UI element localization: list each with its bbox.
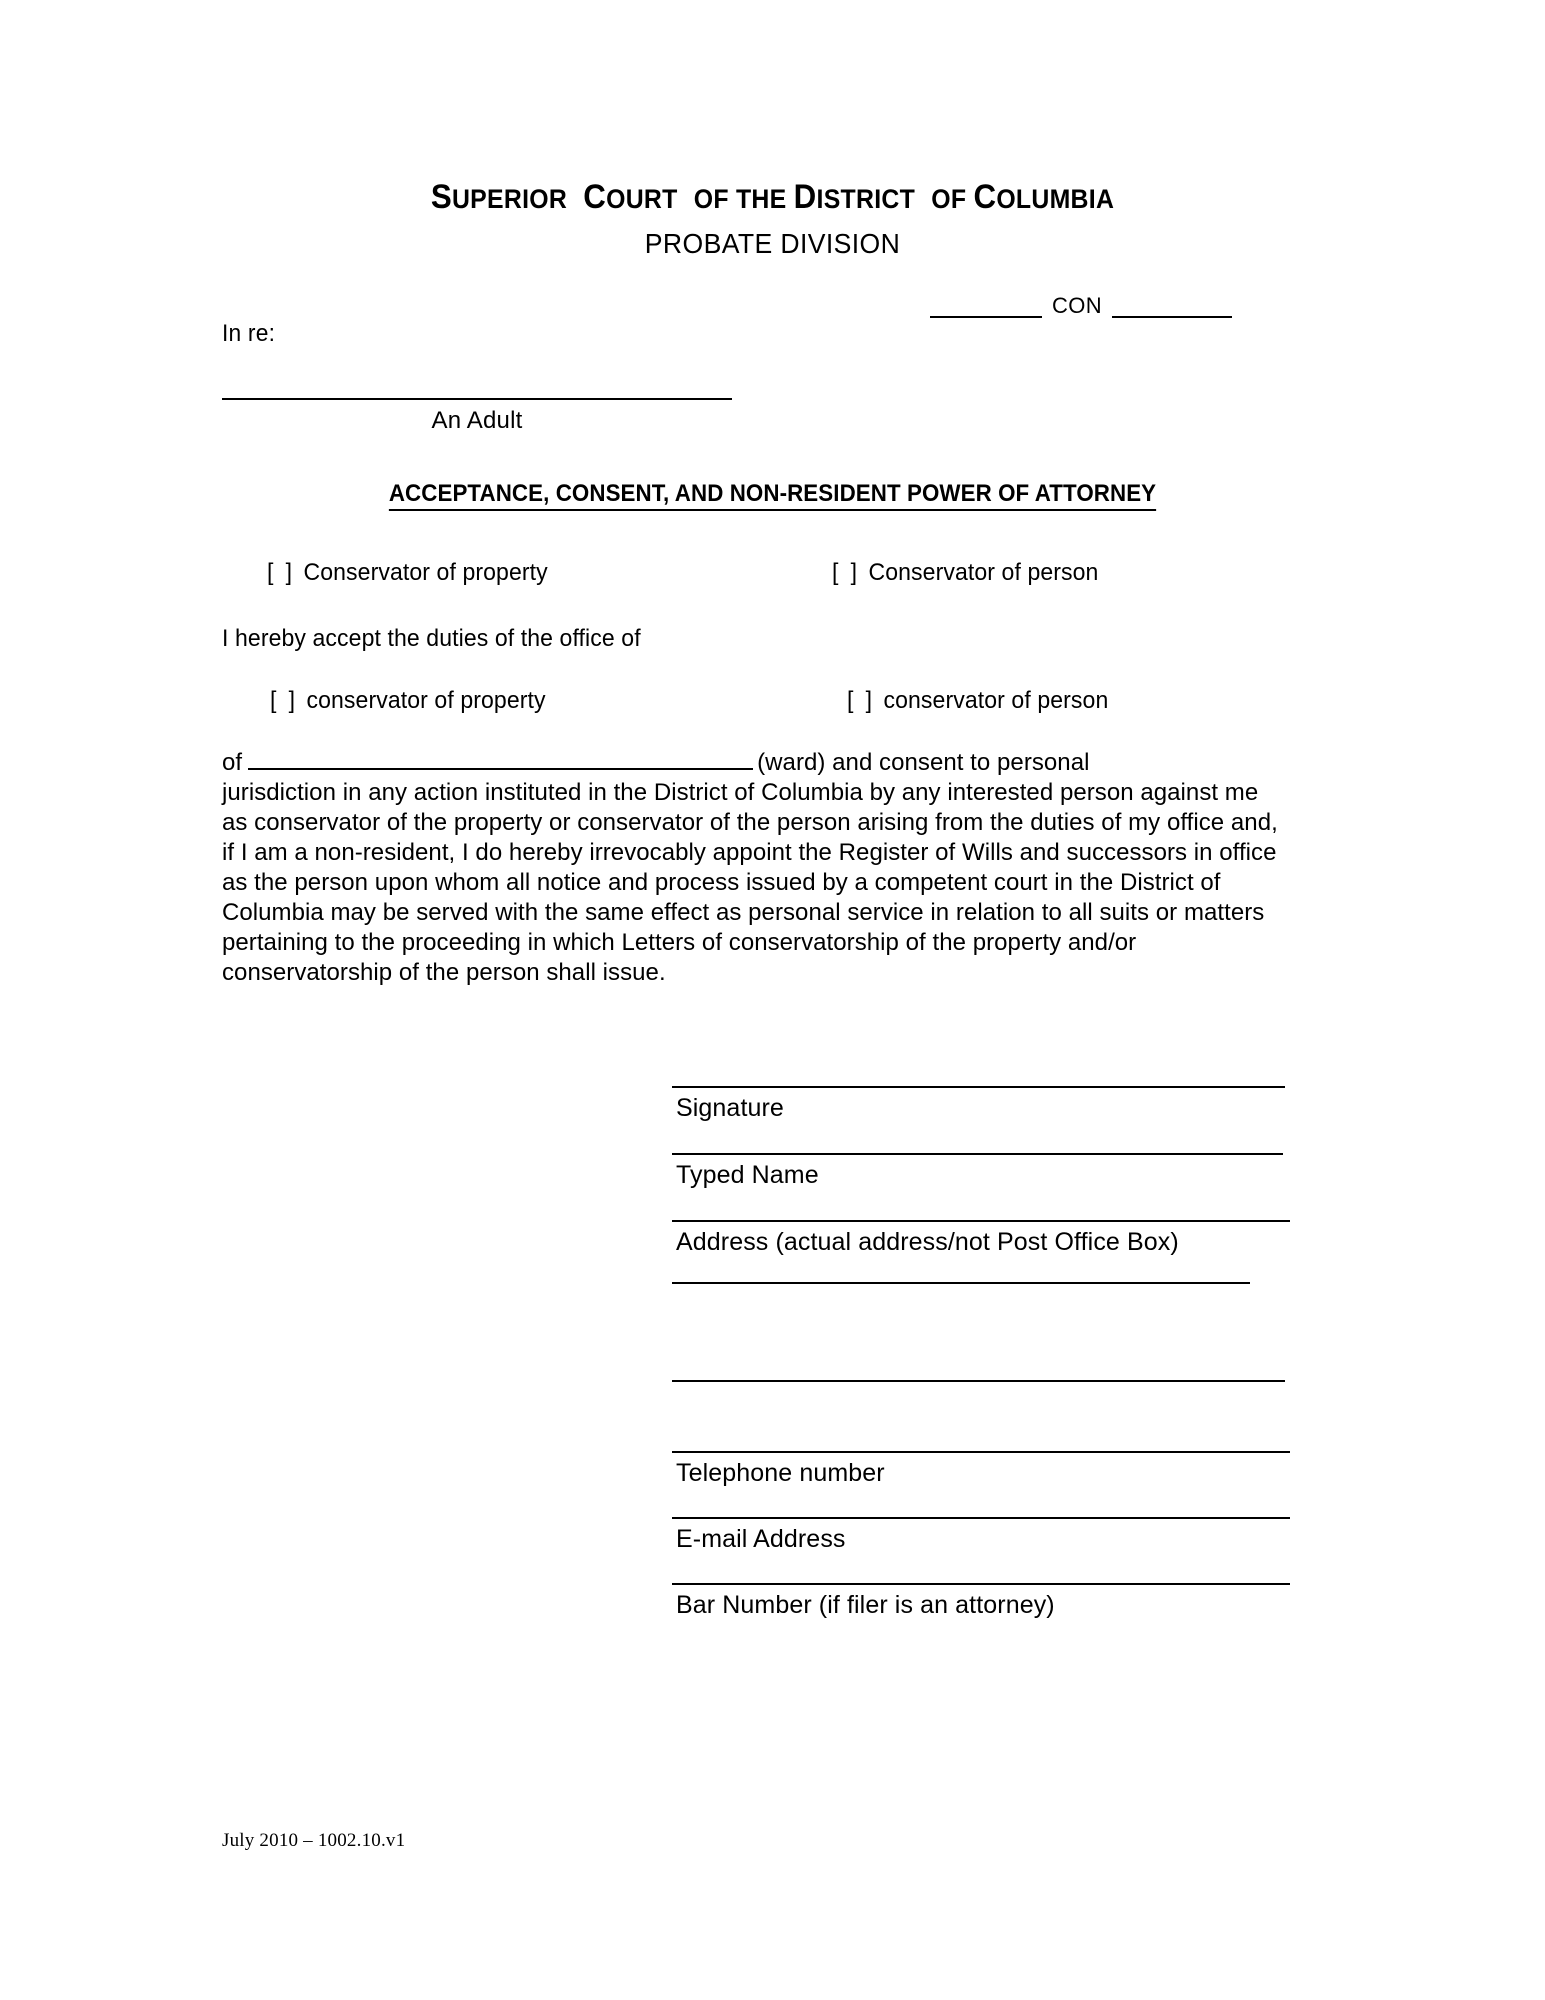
checkbox-label: Conservator of person [868,559,1099,586]
form-revision-footer: July 2010 – 1002.10.v1 [222,1830,406,1851]
case-number-blank-left[interactable] [930,296,1042,318]
signature-label-address: Address (actual address/not Post Office Box) [676,1228,1179,1256]
body-paragraph [222,748,1282,988]
party-name-blank[interactable] [222,398,732,400]
signature-label-telephone: Telephone number [676,1459,885,1487]
court-name-word: COLUMBIA [973,178,1115,216]
court-name-title: SUPERIOR COURT OF THE DISTRICT OF COLUMBIA [430,178,1115,216]
case-number-blank-right[interactable] [1112,296,1232,318]
page-title-text: ACCEPTANCE, CONSENT, AND NON-RESIDENT POWER OF ATTORNEY [389,480,1156,511]
court-name-word: SUPERIOR [430,178,568,216]
signature-line-address-3[interactable] [672,1380,1285,1382]
court-name-word: COURT [583,178,678,216]
checkbox-icon[interactable]: [ ] [267,559,295,586]
checkbox-conservator-of-person-upper[interactable] [832,559,1098,587]
ward-name-blank[interactable] [248,750,753,770]
signature-line-address-2[interactable] [672,1282,1250,1284]
checkbox-icon[interactable]: [ ] [832,559,860,586]
case-type-label: CON [1052,293,1103,318]
page-title [54,480,1491,508]
signature-line-bar-number[interactable] [672,1583,1290,1585]
checkbox-icon[interactable]: [ ] [847,687,875,714]
checkbox-conservator-of-property-lower[interactable] [270,687,546,715]
checkbox-conservator-of-property-upper[interactable] [267,559,548,587]
signature-line-signature[interactable] [672,1086,1285,1088]
case-number-line [930,290,1275,318]
party-caption-label: An Adult [431,407,523,434]
signature-label-signature: Signature [676,1094,784,1122]
in-re-label: In re: [222,320,276,347]
checkbox-label: conservator of person [883,687,1109,714]
checkbox-label: Conservator of property [303,559,548,586]
checkbox-icon[interactable]: [ ] [270,687,298,714]
checkbox-conservator-of-person-lower[interactable] [847,687,1108,715]
body-paragraph-rest: jurisdiction in any action instituted in the District of Columbia by any interested person against me as conservator of the property or conservator of the person arising from the duties of my office and, if I am a non-resident, I do hereby irrevocably appoint the Register of Wills and successors in office as the person upon whom all notice and process issued by a competent court in the District of Columbia may be served with the same effect as personal service in relation to all suits or matters pertaining to the proceeding in which Letters of conservatorship of the property and/or conservatorship of the person shall issue. [222,779,1278,986]
signature-line-typed-name[interactable] [672,1153,1283,1155]
signature-label-bar-number: Bar Number (if filer is an attorney) [676,1591,1055,1619]
signature-label-email: E-mail Address [676,1525,846,1553]
division-subtitle: PROBATE DIVISION [644,228,901,259]
of-prefix-text: of [222,749,243,776]
signature-line-telephone[interactable] [672,1451,1290,1453]
checkbox-label: conservator of property [306,687,546,714]
body-paragraph-text [222,748,1282,988]
court-name-word: DISTRICT [793,178,916,216]
signature-line-email[interactable] [672,1517,1290,1519]
signature-label-typed-name: Typed Name [676,1161,819,1189]
signature-line-address[interactable] [672,1220,1290,1222]
acceptance-lead-in-text: I hereby accept the duties of the office of [222,625,641,652]
ward-suffix-text: (ward) and consent to personal [757,749,1090,776]
